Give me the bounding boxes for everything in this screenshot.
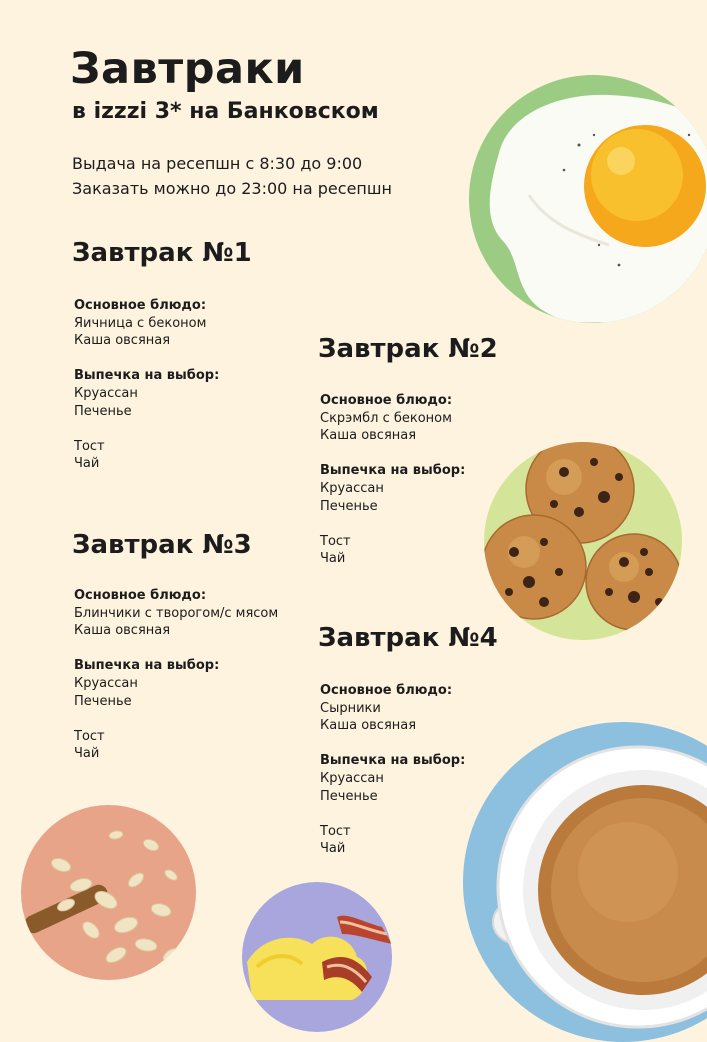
main-dish-label: Основное блюдо: xyxy=(320,683,453,698)
breakfast-2-title: Завтрак №2 xyxy=(318,334,498,364)
breakfast-2-menu xyxy=(320,392,465,568)
fried-egg-image xyxy=(469,75,707,323)
extra-item: Тост xyxy=(320,533,351,549)
extra-item: Тост xyxy=(74,728,105,744)
extra-item: Чай xyxy=(74,746,100,762)
pastry-label: Выпечка на выбор: xyxy=(320,753,466,769)
pastry-item: Круассан xyxy=(74,385,138,401)
main-dish-item: Скрэмбл с беконом xyxy=(320,410,452,426)
main-dish-item: Сырники xyxy=(320,700,381,716)
main-dish-item: Каша овсяная xyxy=(320,718,417,734)
breakfast-3-menu xyxy=(74,587,278,763)
main-dish-label: Основное блюдо: xyxy=(74,298,207,313)
order-deadline-info: Заказать можно до 23:00 на ресепшн xyxy=(72,179,392,198)
coffee-cup-image xyxy=(463,722,707,1042)
main-dish-item: Каша овсяная xyxy=(74,623,171,639)
extra-item: Чай xyxy=(320,551,346,567)
pastry-item: Печенье xyxy=(320,788,378,804)
pastry-item: Печенье xyxy=(74,693,132,709)
breakfast-1-menu xyxy=(74,297,219,473)
breakfast-4-menu xyxy=(320,682,465,858)
pastry-item: Круассан xyxy=(320,770,384,786)
pickup-info: Выдача на ресепшн с 8:30 до 9:00 xyxy=(72,154,363,173)
oat-flakes-image xyxy=(21,805,196,980)
extra-item: Чай xyxy=(320,841,346,857)
pastry-item: Круассан xyxy=(320,480,384,496)
scrambled-eggs-bacon-image xyxy=(242,882,392,1032)
main-dish-label: Основное блюдо: xyxy=(74,588,207,603)
main-dish-item: Каша овсяная xyxy=(320,428,417,444)
pastry-item: Круассан xyxy=(74,675,138,691)
pastry-label: Выпечка на выбор: xyxy=(320,463,466,479)
page-title: Завтраки xyxy=(70,44,305,94)
breakfast-4-title: Завтрак №4 xyxy=(318,623,498,653)
extra-item: Чай xyxy=(74,456,100,472)
page-subtitle: в izzzi 3* на Банковском xyxy=(72,99,379,124)
pastry-label: Выпечка на выбор: xyxy=(74,368,220,384)
pastry-label: Выпечка на выбор: xyxy=(74,658,220,674)
breakfast-3-title: Завтрак №3 xyxy=(72,530,252,560)
main-dish-label: Основное блюдо: xyxy=(320,393,453,408)
pastry-item: Печенье xyxy=(320,498,378,514)
extra-item: Тост xyxy=(74,438,105,454)
main-dish-item: Каша овсяная xyxy=(74,333,171,349)
extra-item: Тост xyxy=(320,823,351,839)
cookies-image xyxy=(484,442,682,640)
main-dish-item: Яичница с беконом xyxy=(74,315,207,331)
breakfast-1-title: Завтрак №1 xyxy=(72,238,252,268)
main-dish-item: Блинчики с творогом/с мясом xyxy=(74,605,279,621)
pastry-item: Печенье xyxy=(74,403,132,419)
